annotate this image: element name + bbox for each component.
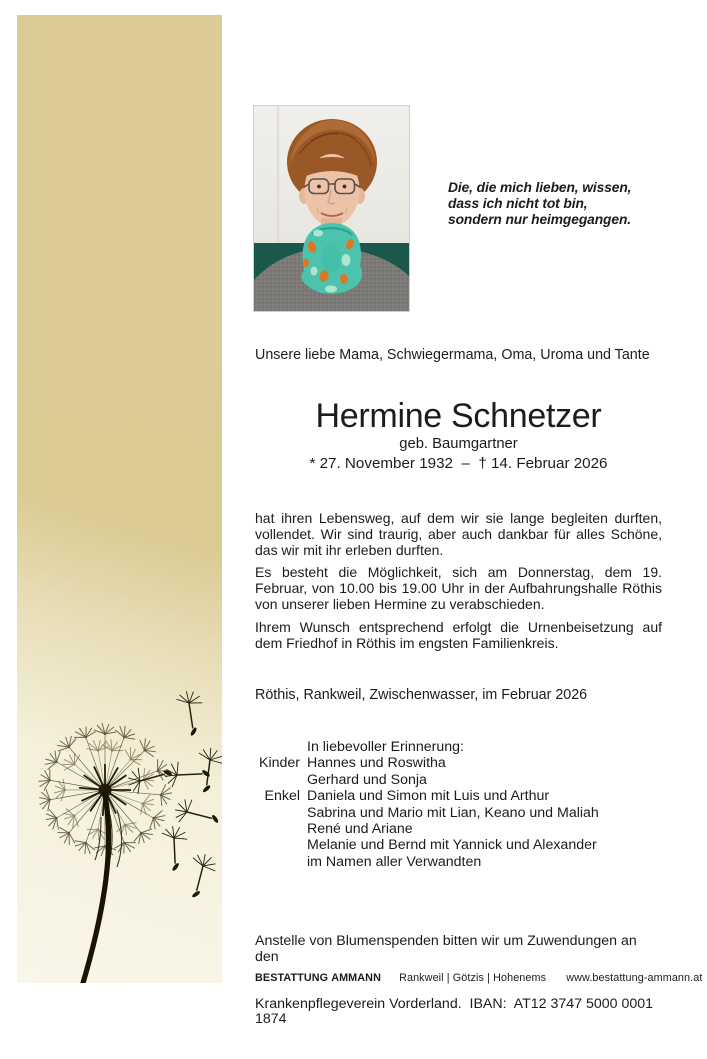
row-label xyxy=(255,821,300,837)
row-label xyxy=(255,805,300,821)
row-text: Sabrina und Mario mit Lian, Keano und Maliah xyxy=(307,804,599,821)
donation-line: Anstelle von Blumenspenden bitten wir um Zuwendungen an den xyxy=(255,933,641,965)
remembrance-row xyxy=(255,837,662,853)
paragraph: Ihrem Wunsch entsprechend erfolgt die Urnenbeisetzung auf dem Friedhof in Röthis im engsten Familienkreis. xyxy=(255,618,662,651)
remembrance-title: In liebevoller Erinnerung: xyxy=(307,739,464,755)
remembrance-row xyxy=(255,821,662,837)
portrait-photo xyxy=(254,106,409,311)
dandelion-silhouette-photo xyxy=(17,15,222,983)
donation-line: Krankenpflegeverein Vorderland. IBAN: AT12 3747 5000 0001 1874 xyxy=(255,995,658,1028)
row-text: im Namen aller Verwandten xyxy=(307,853,482,870)
life-dates: * 27. November 1932 – † 14. Februar 2026 xyxy=(309,455,608,472)
funeral-home-footer xyxy=(255,972,702,984)
row-text: Daniela und Simon mit Luis und Arthur xyxy=(307,788,550,805)
row-label xyxy=(255,854,300,870)
portrait-elderly-woman-photo xyxy=(254,106,409,311)
funeral-home-website: www.bestattung-ammann.at xyxy=(566,972,703,984)
remembrance-row xyxy=(255,772,662,788)
remembrance-row xyxy=(255,805,662,821)
row-label: Enkel xyxy=(264,788,300,805)
announcement-text xyxy=(255,511,662,658)
paragraph: hat ihren Lebensweg, auf dem wir sie lange begleiten durften, vollendet. Wir sind traurig, aber auch dankbar für alles Schöne, das wir mit ihr erleben durften. xyxy=(255,510,662,558)
row-text: Melanie und Bernd mit Yannick und Alexander xyxy=(307,837,597,854)
row-label xyxy=(255,739,300,755)
funeral-home-locations: Rankweil | Götzis | Hohenems xyxy=(399,972,547,984)
row-text: Gerhard und Sonja xyxy=(307,771,427,788)
funeral-home-name-bold: AMMANN xyxy=(331,972,381,984)
quote-line: sondern nur heimgegangen. xyxy=(448,211,632,227)
remembrance-row xyxy=(255,788,662,804)
dandelion-strip xyxy=(17,15,222,983)
row-label xyxy=(255,837,300,853)
intro-line: Unsere liebe Mama, Schwiegermama, Oma, Uroma und Tante xyxy=(255,347,650,363)
funeral-home-name: BESTATTUNG xyxy=(255,972,329,984)
quote-line: Die, die mich lieben, wissen, xyxy=(448,180,632,195)
paragraph: Es besteht die Möglichkeit, sich am Donnerstag, dem 19. Februar, von 10.00 bis 19.00 Uhr in der Aufbahrungshalle Röthis von unserer lieben Hermine zu verabschieden. xyxy=(255,564,662,612)
remembrance-list xyxy=(255,739,662,870)
remembrance-row xyxy=(255,755,662,771)
row-text: Hannes und Roswitha xyxy=(307,755,446,772)
remembrance-title-row xyxy=(255,739,662,755)
row-label: Kinder xyxy=(258,755,300,772)
quote-line: dass ich nicht tot bin, xyxy=(448,195,588,211)
place-date-line: Röthis, Rankweil, Zwischenwasser, im Februar 2026 xyxy=(255,687,588,703)
memorial-quote xyxy=(448,180,631,227)
row-label xyxy=(255,772,300,788)
deceased-name: Hermine Schnetzer xyxy=(315,397,602,435)
remembrance-row xyxy=(255,854,662,870)
birth-name: geb. Baumgartner xyxy=(399,436,518,452)
row-text: René und Ariane xyxy=(307,821,413,838)
